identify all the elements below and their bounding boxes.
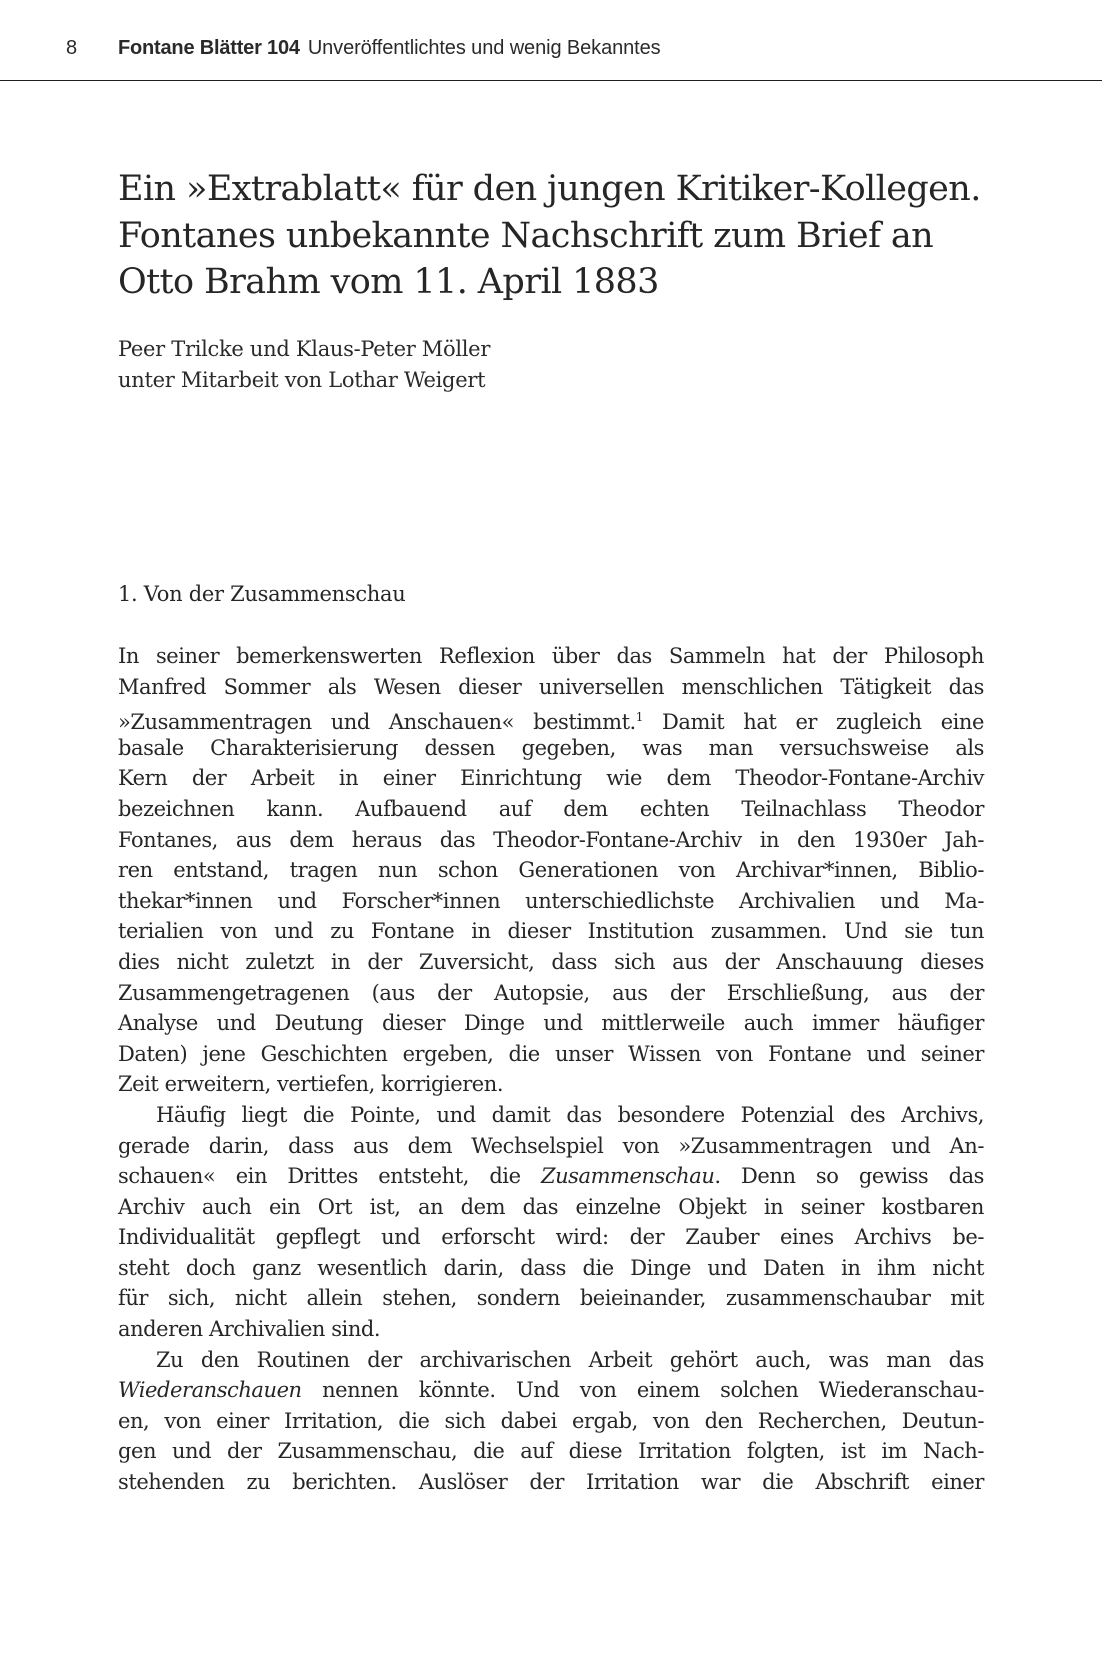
body-line: Häufig liegt die Pointe, und damit das besondere Potenzial des Archivs, xyxy=(156,1102,984,1127)
body-line: en, von einer Irritation, die sich dabei ergab, von den Recherchen, Deutun- xyxy=(118,1408,984,1433)
body-line: bezeichnen kann. Aufbauend auf dem echten Teilnachlass Theodor xyxy=(118,796,984,821)
body-line: Wiederanschauen nennen könnte. Und von einem solchen Wiederanschau- xyxy=(118,1378,984,1403)
body-line: Zu den Routinen der archivarischen Arbeit gehört auch, was man das xyxy=(156,1347,984,1372)
body-line: basale Charakterisierung dessen gegeben, was man versuchsweise als xyxy=(118,735,984,760)
body-line: schauen« ein Drittes entsteht, die Zusammenschau. Denn so gewiss das xyxy=(118,1164,985,1189)
body-line: Zeit erweitern, vertiefen, korrigieren. xyxy=(118,1072,504,1097)
body-line: Kern der Arbeit in einer Einrichtung wie dem Theodor-Fontane-Archiv xyxy=(118,766,984,791)
page-number: 8 xyxy=(66,37,78,59)
journal-line xyxy=(118,37,661,60)
authors: Peer Trilcke und Klaus-Peter Möller xyxy=(118,337,491,361)
body-line: Fontanes, aus dem heraus das Theodor-Fontane-Archiv in den 1930er Jah- xyxy=(118,827,984,852)
body-line: ren entstand, tragen nun schon Generationen von Archivar*innen, Biblio- xyxy=(118,858,984,883)
body-line: »Zusammentragen und Anschauen« bestimmt.$^1$ Damit hat er zugleich eine xyxy=(118,710,984,735)
body-line: Individualität gepflegt und erforscht wird: der Zauber eines Archivs be- xyxy=(118,1225,984,1250)
running-header xyxy=(0,0,1102,81)
body-line: stehenden zu berichten. Auslöser der Irritation war die Abschrift einer xyxy=(118,1470,984,1495)
body-line: gen und der Zusammenschau, die auf diese Irritation folgten, ist im Nach- xyxy=(118,1439,984,1464)
journal-title: Fontane Blätter 104 xyxy=(118,37,300,59)
body-line: Analyse und Deutung dieser Dinge und mittlerweile auch immer häufiger xyxy=(118,1011,984,1036)
collaboration-note: unter Mitarbeit von Lothar Weigert xyxy=(118,368,486,392)
title-line: Fontanes unbekannte Nachschrift zum Brief an xyxy=(118,215,934,256)
body-line: Daten) jene Geschichten ergeben, die unser Wissen von Fontane und seiner xyxy=(118,1041,984,1066)
article-title xyxy=(118,166,998,306)
body-line: In seiner bemerkenswerten Reflexion über das Sammeln hat der Philosoph xyxy=(118,644,984,668)
body-line: Archiv auch ein Ort ist, an dem das einzelne Objekt in seiner kostbaren xyxy=(118,1194,984,1219)
body-line: thekar*innen und Forscher*innen unterschiedlichste Archivalien und Ma- xyxy=(118,888,984,913)
emphasized-term: Zusammenschau xyxy=(540,1164,715,1189)
body-line: für sich, nicht allein stehen, sondern beieinander, zusammenschaubar mit xyxy=(118,1286,984,1311)
title-line: Ein »Extrablatt« für den jungen Kritiker-Kollegen. xyxy=(118,169,981,209)
body-line: Manfred Sommer als Wesen dieser universellen menschlichen Tätigkeit das xyxy=(118,674,984,699)
body-line: steht doch ganz wesentlich darin, dass die Dinge und Daten in ihm nicht xyxy=(118,1255,984,1280)
body-line: Zusammengetragenen (aus der Autopsie, aus der Erschließung, aus der xyxy=(118,980,984,1005)
body-line: anderen Archivalien sind. xyxy=(118,1317,381,1342)
journal-section: Unveröffentlichtes und wenig Bekanntes xyxy=(307,37,661,59)
body-line: dies nicht zuletzt in der Zuversicht, dass sich aus der Anschauung dieses xyxy=(118,949,984,974)
title-line: Otto Brahm vom 11. April 1883 xyxy=(118,262,659,302)
emphasized-term: Wiederanschauen xyxy=(118,1378,302,1403)
section-heading: 1. Von der Zusammenschau xyxy=(118,582,406,606)
footnote-marker[interactable]: 1 xyxy=(635,710,643,725)
body-text xyxy=(118,641,984,1498)
body-line: terialien von und zu Fontane in dieser Institution zusammen. Und sie tun xyxy=(118,919,984,944)
body-line: gerade darin, dass aus dem Wechselspiel von »Zusammentragen und An- xyxy=(118,1133,984,1158)
author-block xyxy=(118,334,490,396)
